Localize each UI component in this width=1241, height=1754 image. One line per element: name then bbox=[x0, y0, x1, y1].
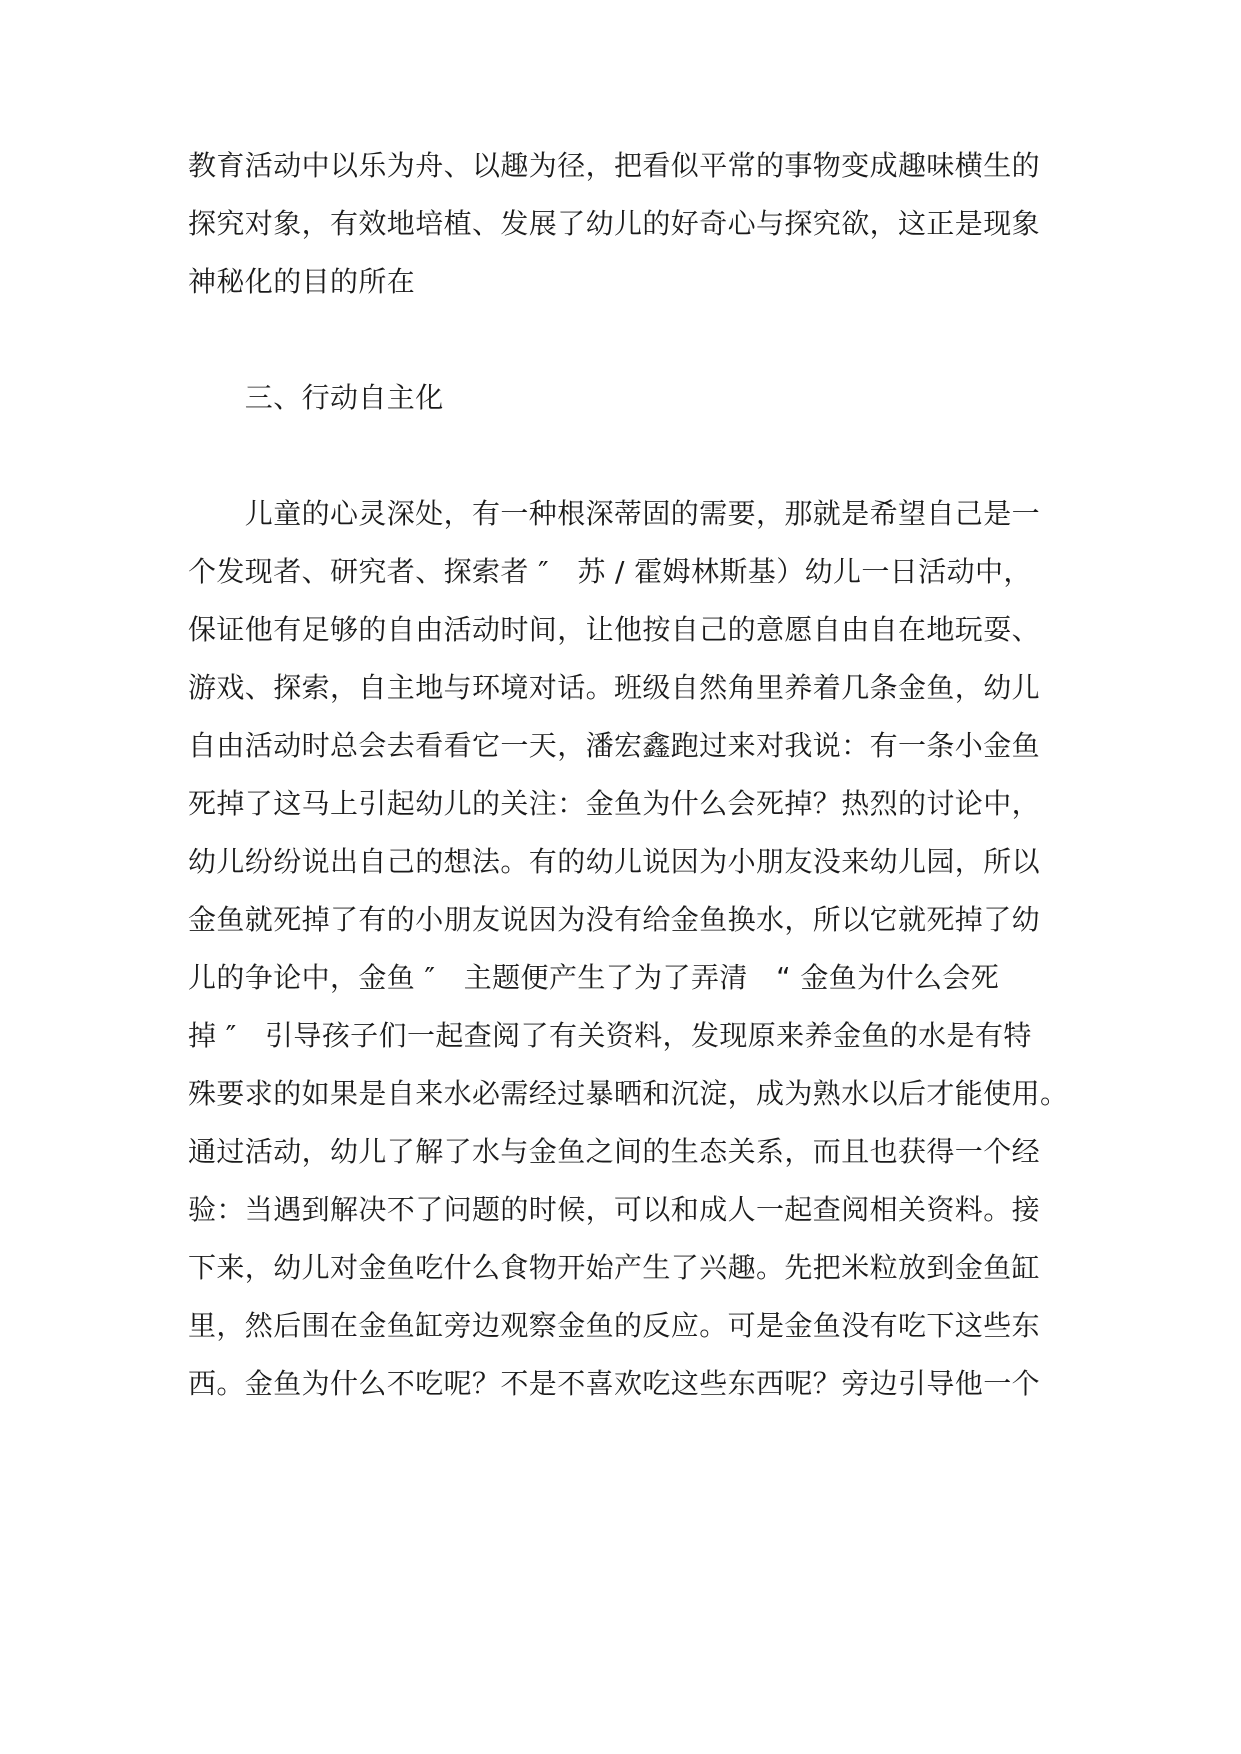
paragraph-2-line: 殊要求的如果是自来水必需经过暴晒和沉淀，成为熟水以后才能使用。 bbox=[188, 1077, 1068, 1110]
paragraph-2-line: 幼儿纷纷说出自己的想法。有的幼儿说因为小朋友没来幼儿园，所以 bbox=[188, 845, 1041, 878]
paragraph-1-line: 神秘化的目的所在 bbox=[188, 265, 416, 298]
section-heading: 三、行动自主化 bbox=[188, 381, 444, 414]
paragraph-2-line: 儿童的心灵深处，有一种根深蒂固的需要，那就是希望自己是一 bbox=[188, 497, 1041, 530]
paragraph-2-line: 西。金鱼为什么不吃呢？不是不喜欢吃这些东西呢？旁边引导他一个 bbox=[188, 1367, 1041, 1400]
paragraph-2-line: 掉 ″ 引导孩子们一起查阅了有关资料，发现原来养金鱼的水是有特 bbox=[188, 1019, 1032, 1052]
paragraph-2-line: 通过活动，幼儿了解了水与金鱼之间的生态关系，而且也获得一个经 bbox=[188, 1135, 1041, 1168]
paragraph-2-line: 儿的争论中，金鱼 ″ 主题便产生了为了弄清 “ 金鱼为什么会死 bbox=[188, 961, 1000, 994]
paragraph-1-line: 探究对象，有效地培植、发展了幼儿的好奇心与探究欲，这正是现象 bbox=[188, 207, 1041, 240]
paragraph-2-line: 金鱼就死掉了有的小朋友说因为没有给金鱼换水，所以它就死掉了幼 bbox=[188, 903, 1041, 936]
paragraph-2-line: 游戏、探索，自主地与环境对话。班级自然角里养着几条金鱼，幼儿 bbox=[188, 671, 1041, 704]
paragraph-2-line: 里，然后围在金鱼缸旁边观察金鱼的反应。可是金鱼没有吃下这些东 bbox=[188, 1309, 1041, 1342]
paragraph-2-line: 个发现者、研究者、探索者 ″ 苏 / 霍姆林斯基）幼儿一日活动中， bbox=[188, 555, 1032, 588]
paragraph-2-line: 保证他有足够的自由活动时间，让他按自己的意愿自由自在地玩耍、 bbox=[188, 613, 1041, 646]
paragraph-2-line: 下来，幼儿对金鱼吃什么食物开始产生了兴趣。先把米粒放到金鱼缸 bbox=[188, 1251, 1041, 1284]
paragraph-1-line: 教育活动中以乐为舟、以趣为径，把看似平常的事物变成趣味横生的 bbox=[188, 149, 1041, 182]
paragraph-2-line: 验：当遇到解决不了问题的时候，可以和成人一起查阅相关资料。接 bbox=[188, 1193, 1041, 1226]
paragraph-2-line: 自由活动时总会去看看它一天，潘宏鑫跑过来对我说：有一条小金鱼 bbox=[188, 729, 1041, 762]
paragraph-2-line: 死掉了这马上引起幼儿的关注：金鱼为什么会死掉？热烈的讨论中， bbox=[188, 787, 1041, 820]
